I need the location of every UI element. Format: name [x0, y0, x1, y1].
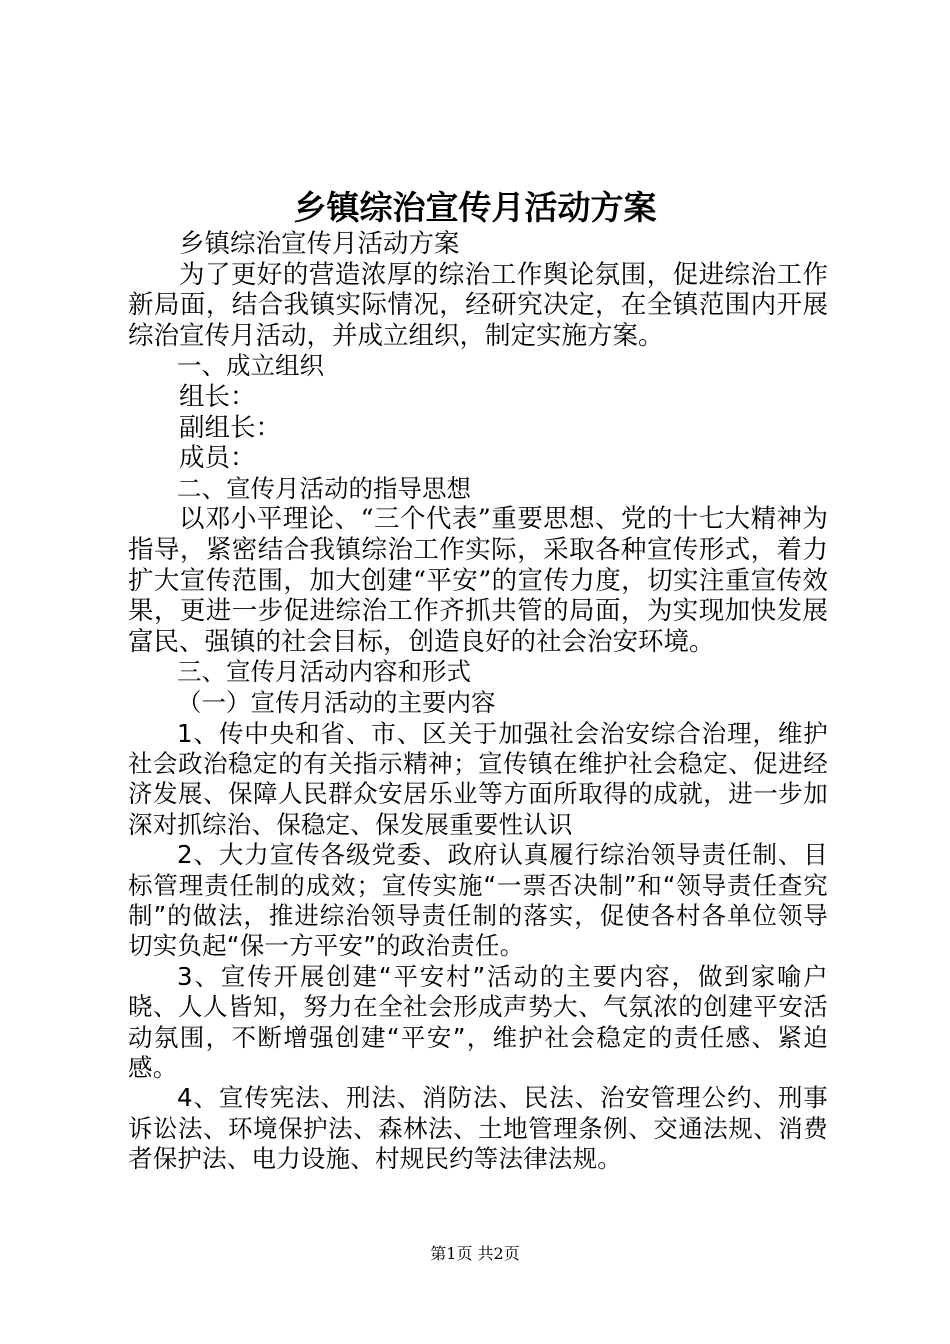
paragraph-leader: 组长：: [179, 381, 256, 412]
section-heading-3: 三、宣传月活动内容和形式: [177, 657, 471, 687]
list-item-3: 3、宣传开展创建“平安村”活动的主要内容，做到家喻户晓、人人皆知，努力在全社会形成声势大、气氛浓的创建平安活动氛围，不断增强创建“平安”，维护社会稳定的责任感、紧迫感。: [128, 961, 828, 1082]
subsection-heading-1: （一）宣传月活动的主要内容: [177, 687, 496, 717]
list-item-4: 4、宣传宪法、刑法、消防法、民法、治安管理公约、刑事诉讼法、环境保护法、森林法、土地管理条例、交通法规、消费者保护法、电力设施、村规民约等法律法规。: [128, 1083, 828, 1174]
page-number: 第1页 共2页: [430, 1244, 520, 1263]
paragraph-deputy-leader: 副组长：: [179, 412, 282, 443]
section-heading-2: 二、宣传月活动的指导思想: [177, 473, 471, 503]
list-item-1: 1、传中央和省、市、区关于加强社会治安综合治理，维护社会政治稳定的有关指示精神；宣传镇在维护社会稳定、促进经济发展、保障人民群众安居乐业等方面所取得的成就，进一步加深对抓综治、保稳定、保发展重要性认识: [128, 718, 828, 839]
document-title: 乡镇综治宣传月活动方案: [293, 188, 657, 227]
paragraph-members: 成员：: [179, 443, 256, 474]
paragraph-subtitle: 乡镇综治宣传月活动方案: [179, 229, 460, 259]
section-heading-1: 一、成立组织: [177, 351, 324, 381]
document-body: [128, 229, 828, 1175]
paragraph-intro: 为了更好的营造浓厚的综治工作舆论氛围，促进综治工作新局面，结合我镇实际情况，经研究决定，在全镇范围内开展综治宣传月活动，并成立组织，制定实施方案。: [128, 259, 828, 351]
paragraph-guiding-ideology: 以邓小平理论、“三个代表”重要思想、党的十七大精神为指导，紧密结合我镇综治工作实际，采取各种宣传形式，着力扩大宣传范围，加大创建“平安”的宣传力度，切实注重宣传效果，更进一步促进综治工作齐抓共管的局面，为实现加快发展富民、强镇的社会目标，创造良好的社会治安环境。: [128, 504, 828, 657]
list-item-2: 2、大力宣传各级党委、政府认真履行综治领导责任制、目标管理责任制的成效；宣传实施“一票否决制”和“领导责任查究制”的做法，推进综治领导责任制的落实，促使各村各单位领导切实负起“保一方平安”的政治责任。: [128, 840, 828, 961]
